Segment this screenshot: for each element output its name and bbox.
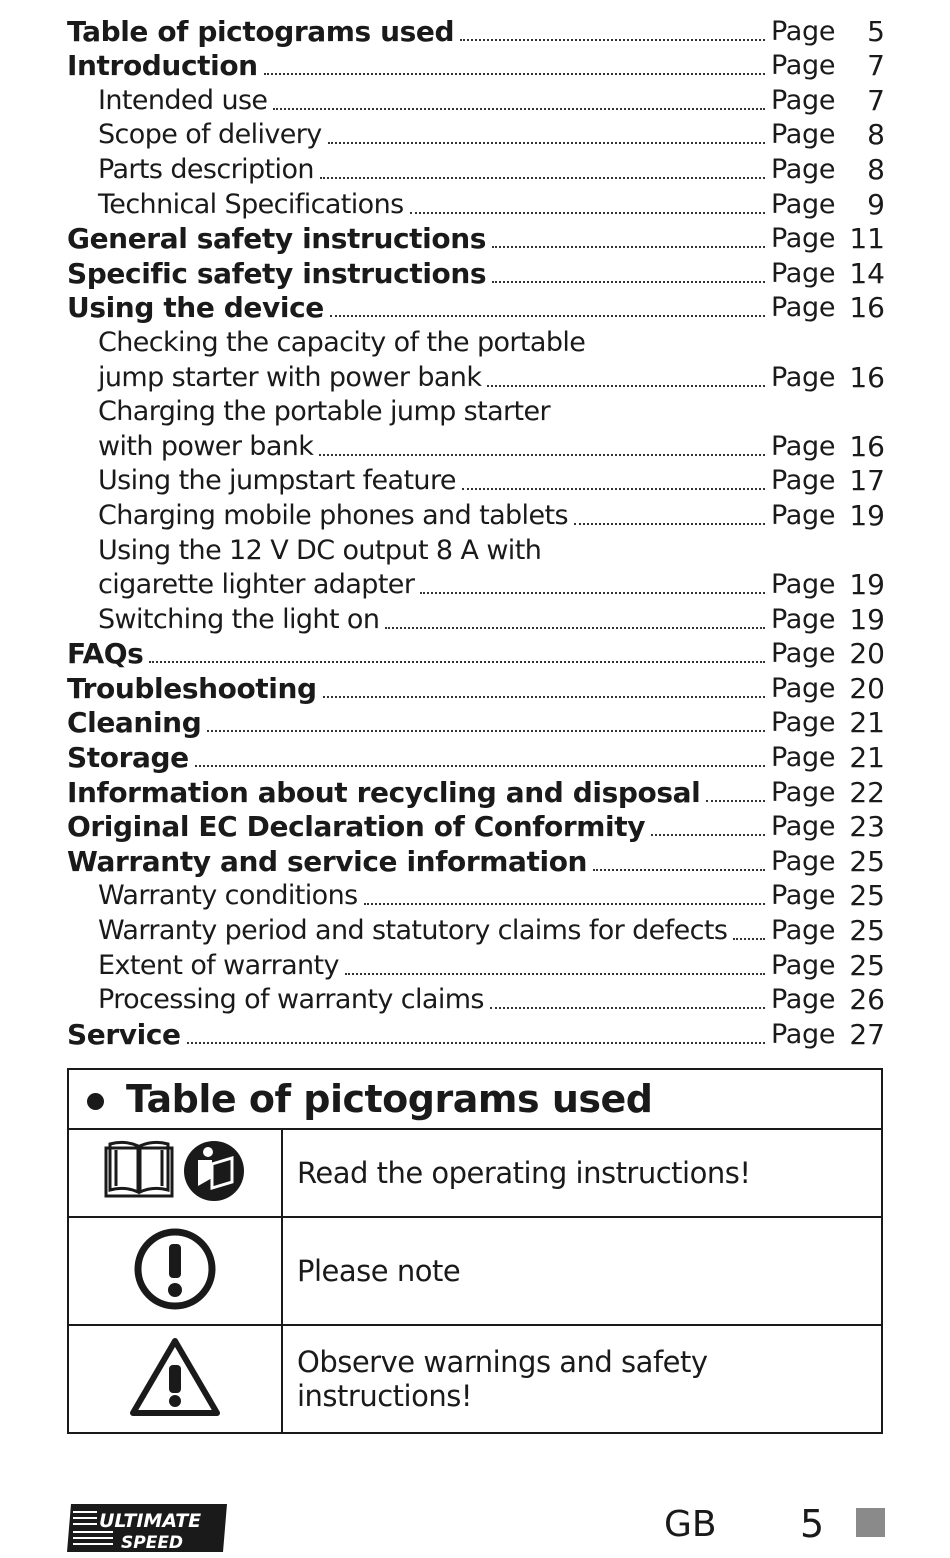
svg-text:SPEED: SPEED (121, 1533, 184, 1553)
toc-page-number: 26 (849, 983, 885, 1017)
toc-entry-title: Charging the portable jump starter (98, 396, 551, 428)
toc-page-label: Page (771, 1018, 836, 1050)
toc-entry-title: Original EC Declaration of Conformity (67, 810, 646, 844)
toc-entry (67, 775, 885, 810)
toc-entry (67, 671, 885, 706)
toc-page-number: 25 (849, 948, 885, 982)
toc-entry-title: Checking the capacity of the portable (98, 326, 586, 358)
dot-leader (149, 661, 765, 663)
toc-entry (67, 429, 885, 464)
toc-entry-title: FAQs (67, 637, 144, 671)
dot-leader (487, 385, 765, 387)
pictogram-text: Observe warnings and safety instructions! (282, 1325, 882, 1433)
toc-page-label: Page (771, 776, 836, 808)
toc-page-number: 22 (849, 775, 885, 809)
toc-entry (67, 187, 885, 222)
dot-leader (345, 973, 765, 975)
toc-page-label: Page (771, 15, 836, 47)
dot-leader (364, 903, 765, 905)
toc-entry-title: Service (67, 1017, 181, 1051)
toc-entry-title: Intended use (98, 84, 268, 116)
toc-page-number: 8 (867, 152, 885, 186)
pictogram-row (68, 1325, 882, 1433)
toc-entry-title: Parts description (98, 153, 314, 185)
pictogram-icon-cell (68, 1325, 282, 1433)
toc-page-label: Page (771, 811, 836, 843)
toc-entry-title: Introduction (67, 49, 258, 83)
dot-leader (319, 454, 765, 456)
toc-page-number: 11 (849, 222, 885, 256)
toc-entry-title: Specific safety instructions (67, 256, 487, 290)
toc-entry (67, 706, 885, 741)
toc-page-label: Page (771, 292, 836, 324)
toc-page-label: Page (771, 638, 836, 670)
pictogram-row (68, 1129, 882, 1217)
toc-entry (67, 14, 885, 49)
toc-page-label: Page (771, 603, 836, 635)
toc-page-label: Page (771, 742, 836, 774)
read-manual-icon (100, 1138, 250, 1204)
dot-leader (492, 281, 765, 283)
toc-page-label: Page (771, 430, 836, 462)
toc-page-label: Page (771, 257, 836, 289)
toc-entry (67, 256, 885, 291)
toc-entry-title: Using the 12 V DC output 8 A with (98, 534, 542, 566)
pictogram-heading-text: Table of pictograms used (126, 1077, 653, 1121)
toc-page-label: Page (771, 119, 836, 151)
toc-entry (67, 533, 885, 568)
toc-page-label: Page (771, 50, 836, 82)
toc-entry-title: Using the device (67, 291, 324, 325)
toc-entry-title: cigarette lighter adapter (98, 569, 415, 601)
toc-entry-title: Switching the light on (98, 603, 380, 635)
toc-page-label: Page (771, 499, 836, 531)
dot-leader (706, 800, 765, 802)
toc-page-number: 25 (849, 914, 885, 948)
toc-entry (67, 844, 885, 879)
brand-logo (67, 1502, 227, 1554)
bullet-icon (87, 1093, 104, 1110)
toc-entry (67, 291, 885, 326)
pictogram-icon-cell (68, 1217, 282, 1325)
toc-page-number: 16 (849, 429, 885, 463)
toc-page-label: Page (771, 880, 836, 912)
toc-entry (67, 810, 885, 845)
toc-entry-title: Information about recycling and disposal (67, 775, 701, 809)
toc-entry-title: General safety instructions (67, 222, 487, 256)
toc-page-label: Page (771, 84, 836, 116)
toc-entry-title: Warranty conditions (98, 880, 358, 912)
toc-entry-title: Scope of delivery (98, 119, 322, 151)
grey-square-marker (856, 1508, 885, 1537)
toc-page-label: Page (771, 188, 836, 220)
toc-page-number: 14 (849, 256, 885, 290)
toc-page-label: Page (771, 949, 836, 981)
toc-entry (67, 602, 885, 637)
toc-page-number: 21 (849, 741, 885, 775)
toc-page-number: 19 (849, 498, 885, 532)
toc-page-number: 21 (849, 706, 885, 740)
toc-page-number: 27 (849, 1017, 885, 1051)
dot-leader (490, 1007, 765, 1009)
page-number: 5 (800, 1502, 825, 1546)
pictogram-table-heading (68, 1069, 882, 1129)
toc-page-label: Page (771, 984, 836, 1016)
toc-entry-title: Charging mobile phones and tablets (98, 499, 568, 531)
toc-entry (67, 395, 885, 430)
toc-entry (67, 637, 885, 672)
toc-page-number: 23 (849, 810, 885, 844)
toc-page-label: Page (771, 915, 836, 947)
dot-leader (462, 488, 765, 490)
dot-leader (492, 246, 765, 248)
toc-entry (67, 325, 885, 360)
toc-page-number: 9 (867, 187, 885, 221)
pictogram-icon-cell (68, 1129, 282, 1217)
pictogram-text: Please note (282, 1217, 882, 1325)
toc-page-label: Page (771, 223, 836, 255)
toc-entry-title: Using the jumpstart feature (98, 465, 456, 497)
toc-page-label: Page (771, 707, 836, 739)
toc-page-number: 16 (849, 360, 885, 394)
toc-entry (67, 118, 885, 153)
svg-text:ULTIMATE: ULTIMATE (99, 1510, 202, 1532)
toc-entry (67, 1017, 885, 1052)
toc-entry-title: Processing of warranty claims (98, 984, 484, 1016)
toc-entry-title: jump starter with power bank (98, 361, 482, 393)
toc-entry-title: Extent of warranty (98, 949, 339, 981)
pictogram-table (67, 1068, 883, 1434)
toc-entry (67, 983, 885, 1018)
toc-page-label: Page (771, 465, 836, 497)
dot-leader (733, 938, 765, 940)
dot-leader (420, 592, 765, 594)
toc-page-number: 16 (849, 291, 885, 325)
dot-leader (651, 834, 765, 836)
dot-leader (207, 730, 765, 732)
language-code: GB (664, 1504, 717, 1545)
table-of-contents (67, 14, 885, 1052)
toc-page-number: 7 (867, 49, 885, 83)
dot-leader (320, 177, 765, 179)
toc-page-label: Page (771, 153, 836, 185)
warning-triangle-icon (127, 1335, 223, 1419)
toc-page-label: Page (771, 672, 836, 704)
toc-entry (67, 49, 885, 84)
dot-leader (323, 696, 765, 698)
toc-entry-title: Table of pictograms used (67, 14, 455, 48)
toc-page-number: 5 (867, 14, 885, 48)
dot-leader (328, 142, 765, 144)
toc-entry (67, 360, 885, 395)
toc-page-number: 25 (849, 879, 885, 913)
toc-page-number: 19 (849, 602, 885, 636)
dot-leader (330, 315, 765, 317)
toc-entry-title: Storage (67, 741, 189, 775)
toc-entry (67, 83, 885, 118)
dot-leader (273, 108, 765, 110)
pictogram-text: Read the operating instructions! (282, 1129, 882, 1217)
toc-page-number: 7 (867, 83, 885, 117)
toc-page-label: Page (771, 361, 836, 393)
toc-entry (67, 568, 885, 603)
toc-page-number: 8 (867, 118, 885, 152)
dot-leader (410, 212, 765, 214)
toc-entry (67, 498, 885, 533)
toc-entry (67, 740, 885, 775)
dot-leader (385, 627, 765, 629)
toc-entry-title: Technical Specifications (98, 188, 404, 220)
toc-page-number: 25 (849, 844, 885, 878)
dot-leader (187, 1042, 765, 1044)
toc-page-label: Page (771, 569, 836, 601)
toc-entry-title: with power bank (98, 430, 314, 462)
dot-leader (460, 39, 765, 41)
toc-page-number: 20 (849, 637, 885, 671)
toc-entry (67, 913, 885, 948)
toc-page-label: Page (771, 845, 836, 877)
dot-leader (593, 869, 765, 871)
toc-entry-title: Troubleshooting (67, 671, 317, 705)
toc-entry (67, 948, 885, 983)
toc-page-number: 19 (849, 568, 885, 602)
toc-entry-title: Cleaning (67, 706, 202, 740)
toc-entry-title: Warranty and service information (67, 844, 588, 878)
dot-leader (264, 73, 765, 75)
exclamation-circle-icon (132, 1226, 218, 1312)
toc-entry (67, 152, 885, 187)
toc-entry (67, 222, 885, 257)
pictogram-row (68, 1217, 882, 1325)
toc-entry (67, 464, 885, 499)
toc-page-number: 17 (849, 464, 885, 498)
toc-entry-title: Warranty period and statutory claims for defects (98, 915, 728, 947)
dot-leader (574, 523, 765, 525)
toc-entry (67, 879, 885, 914)
dot-leader (195, 765, 765, 767)
toc-page-number: 20 (849, 671, 885, 705)
